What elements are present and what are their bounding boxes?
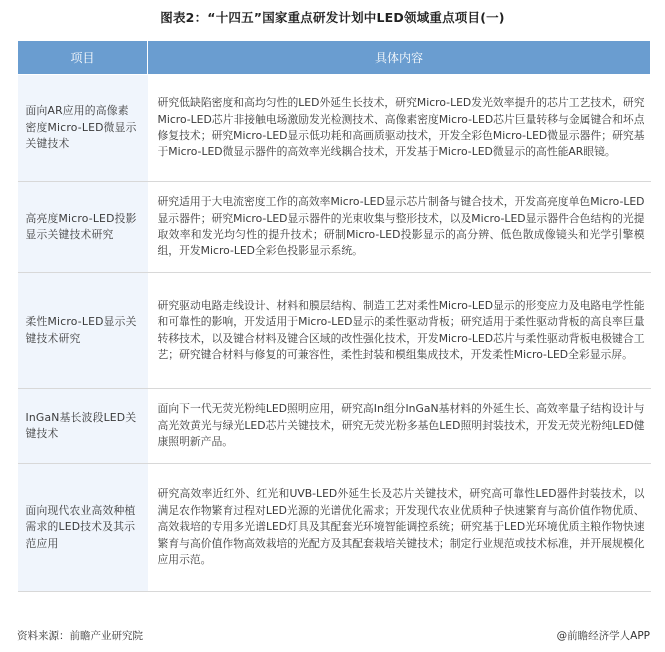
projects-table: [17, 40, 651, 592]
row-item-label: 面向现代农业高效种植需求的LED技术及其示范应用: [18, 464, 148, 592]
row-item-label: InGaN基长波段LED关键技术: [18, 389, 148, 464]
header-content: 具体内容: [148, 41, 651, 75]
row-item-label: 高亮度Micro-LED投影显示关键技术研究: [18, 182, 148, 273]
table-row: [18, 389, 651, 464]
projects-table-container: [17, 40, 650, 592]
row-content: 面向下一代无荧光粉纯LED照明应用，研究高In组分InGaN基材料的外延生长、高效率量子结构设计与高光效黄光与绿光LED芯片关键技术，研究无荧光粉多基色LED照明封装技术，开发无荧光粉纯LED健康照明新产品。: [148, 389, 651, 464]
table-row: [18, 75, 651, 182]
row-content: 研究适用于大电流密度工作的高效率Micro-LED显示芯片制备与键合技术，开发高亮度单色Micro-LED显示器件；研究Micro-LED显示器件的光束收集与整形技术，以及Micro-LED显示器件合色结构的光提取效率和发光均匀性的提升技术；研制Micro-LED投影显示的高分辨、低色散成像镜头和光学引擎模组，开发Micro-LED全彩色投影显示系统。: [148, 182, 651, 273]
chart-title: 图表2：“十四五”国家重点研发计划中LED领域重点项目(一): [160, 10, 505, 25]
row-content: 研究驱动电路走线设计、材料和膜层结构、制造工艺对柔性Micro-LED显示的形变应力及电路电学性能和可靠性的影响，开发适用于Micro-LED显示的柔性驱动背板；研究适用于柔性驱动背板的高良率巨量转移技术，以及键合材料及键合区域的改性强化技术，开发Micro-LED芯片与柔性驱动背板电极键合工艺；研究键合材料与修复的可兼容性，柔性封装和模组集成技术，开发柔性Micro-LED全彩显示屏。: [148, 273, 651, 389]
row-item-label: 柔性Micro-LED显示关键技术研究: [18, 273, 148, 389]
table-row: [18, 464, 651, 592]
table-row: [18, 273, 651, 389]
brand-note: @前瞻经济学人APP: [556, 630, 650, 642]
row-content: 研究低缺陷密度和高均匀性的LED外延生长技术，研究Micro-LED发光效率提升的芯片工艺技术，研究Micro-LED芯片非接触电场激励发光检测技术、高像素密度Micro-LED芯片巨量转移与金属键合和坏点修复技术；研究Micro-LED显示低功耗和高画质驱动技术，开发全彩色Micro-LED微显示器件；研究基于Micro-LED微显示器件的高效率光线耦合技术，开发基于Micro-LED微显示的高性能AR眼镜。: [148, 75, 651, 182]
row-content: 研究高效率近红外、红光和UVB-LED外延生长及芯片关键技术，研究高可靠性LED器件封装技术，以满足农作物繁育过程对LED光源的光谱优化需求；开发现代农业优质种子快速繁育与高价值作物优质、高效栽培的专用多光谱LED灯具及其配套光环境智能调控系统；研究基于LED光环境优质主粮作物快速繁育与高价值作物高效栽培的光配方及其配套栽培关键技术；制定行业规范或技术标准，并开展规模化应用示范。: [148, 464, 651, 592]
header-item: 项目: [18, 41, 148, 75]
table-header-row: [18, 41, 651, 75]
row-item-label: 面向AR应用的高像素密度Micro-LED微显示关键技术: [18, 75, 148, 182]
source-note: 资料来源：前瞻产业研究院: [17, 630, 143, 642]
table-row: [18, 182, 651, 273]
